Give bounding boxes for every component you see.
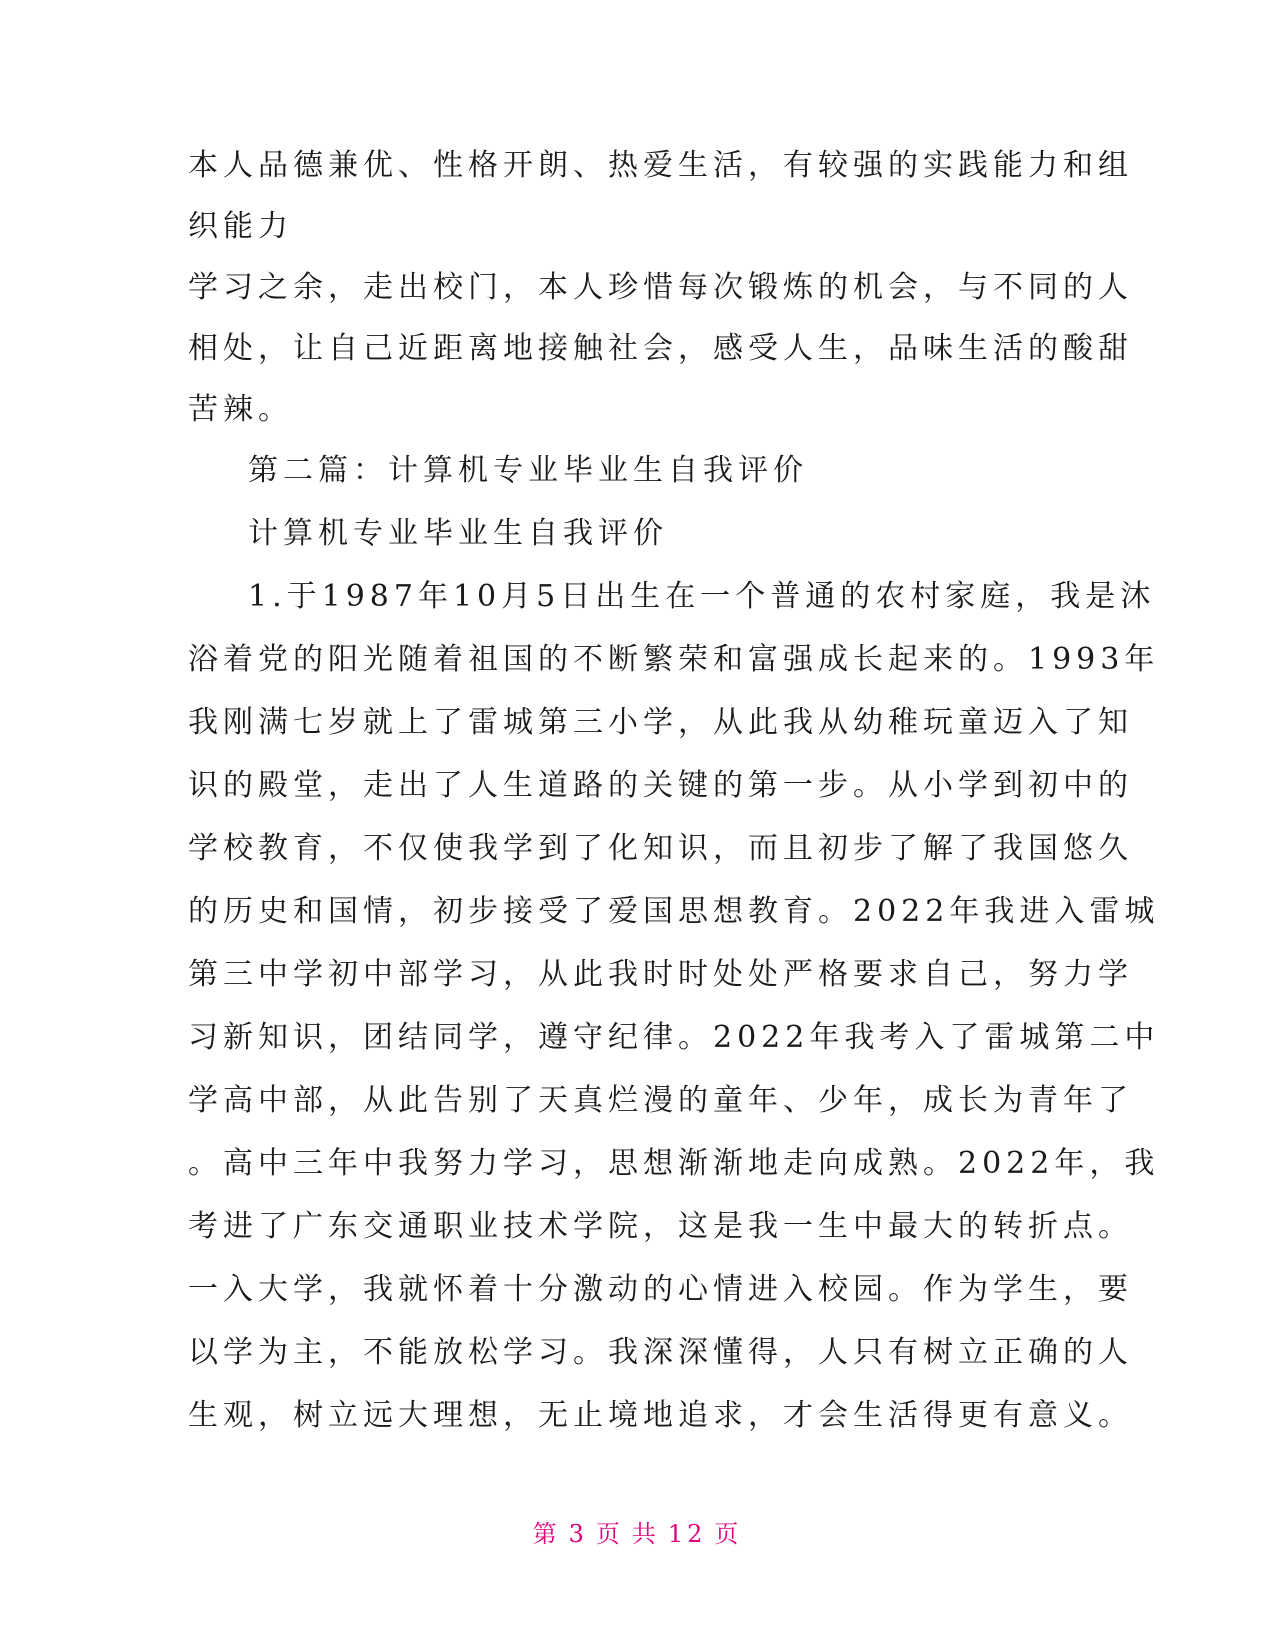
paragraph-3-line-7: 第三中学初中部学习，从此我时时处处严格要求自己，努力学: [188, 957, 1133, 992]
section-subtitle: 计算机专业毕业生自我评价: [248, 516, 668, 551]
footer-label-total: 共: [631, 1520, 660, 1548]
paragraph-3-line-8: 习新知识，团结同学，遵守纪律。2022年我考入了雷城第二中: [188, 1020, 1160, 1055]
footer-label-suffix: 页: [714, 1520, 743, 1548]
paragraph-2-line-2: 相处，让自己近距离地接触社会，感受人生，品味生活的酸甜: [188, 331, 1133, 366]
paragraph-3-line-5: 学校教育，不仅使我学到了化知识，而且初步了解了我国悠久: [188, 831, 1133, 866]
paragraph-1-line-2: 织能力: [188, 209, 293, 244]
paragraph-3-line-4: 识的殿堂，走出了人生道路的关键的第一步。从小学到初中的: [188, 768, 1133, 803]
paragraph-3-line-14: 生观，树立远大理想，无止境地追求，才会生活得更有意义。: [188, 1398, 1133, 1433]
page-number-footer: [0, 1518, 1275, 1550]
paragraph-3-line-3: 我刚满七岁就上了雷城第三小学，从此我从幼稚玩童迈入了知: [188, 705, 1133, 740]
paragraph-3-line-2: 浴着党的阳光随着祖国的不断繁荣和富强成长起来的。1993年: [188, 642, 1160, 677]
paragraph-2-line-1: 学习之余，走出校门，本人珍惜每次锻炼的机会，与不同的人: [188, 270, 1133, 305]
paragraph-3-line-11: 考进了广东交通职业技术学院，这是我一生中最大的转折点。: [188, 1209, 1133, 1244]
paragraph-3-line-9: 学高中部，从此告别了天真烂漫的童年、少年，成长为青年了: [188, 1083, 1133, 1118]
paragraph-3-line-10: 。高中三年中我努力学习，思想渐渐地走向成熟。2022年，我: [188, 1146, 1160, 1181]
footer-label-prefix: 第: [532, 1520, 561, 1548]
footer-label-page: 页: [595, 1520, 624, 1548]
paragraph-1-line-1: 本人品德兼优、性格开朗、热爱生活，有较强的实践能力和组: [188, 148, 1133, 183]
current-page-number: 3: [568, 1520, 588, 1548]
paragraph-3-line-13: 以学为主，不能放松学习。我深深懂得，人只有树立正确的人: [188, 1335, 1133, 1370]
paragraph-2-line-3: 苦辣。: [188, 392, 293, 427]
paragraph-3-line-12: 一入大学，我就怀着十分激动的心情进入校园。作为学生，要: [188, 1272, 1133, 1307]
paragraph-3-line-6: 的历史和国情，初步接受了爱国思想教育。2022年我进入雷城: [188, 894, 1160, 929]
total-pages-number: 12: [667, 1520, 707, 1548]
paragraph-3-line-1: 1.于1987年10月5日出生在一个普通的农村家庭，我是沐: [248, 579, 1156, 614]
section-heading: 第二篇：计算机专业毕业生自我评价: [248, 453, 808, 488]
